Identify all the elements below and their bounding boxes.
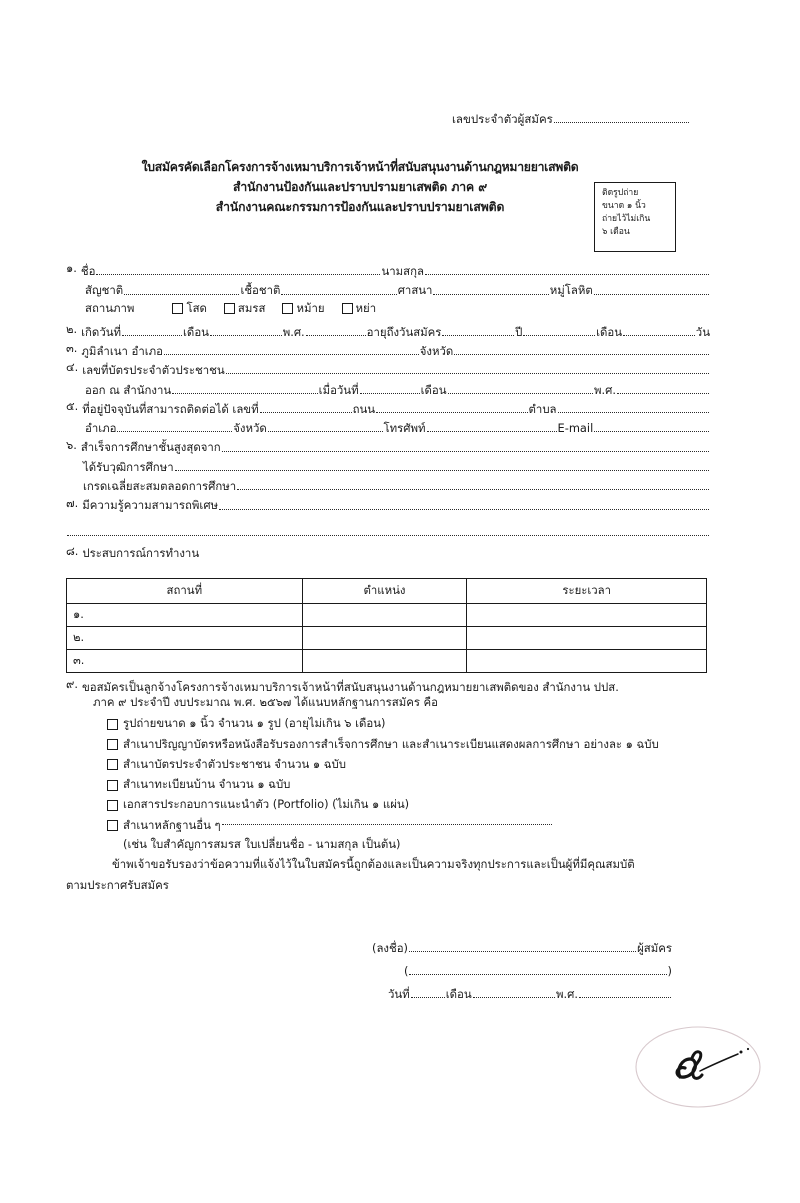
current-address-label: ที่อยู่ปัจจุบันที่สามารถติดต่อได้ เลขที่ bbox=[82, 401, 259, 416]
form-fields bbox=[66, 259, 710, 561]
highest-education-label: สำเร็จการศึกษาชั้นสูงสุดจาก bbox=[80, 440, 221, 455]
checkbox-icon[interactable] bbox=[107, 780, 118, 791]
marital-option-divorced-label: หย่า bbox=[355, 300, 377, 315]
house-number-input[interactable] bbox=[260, 412, 352, 413]
item-3-number: ๓. bbox=[66, 341, 78, 356]
marital-status-label: สถานภาพ bbox=[85, 300, 135, 315]
row-1-position[interactable] bbox=[302, 604, 467, 627]
photo-box-line-3: ถ่ายไว้ไม่เกิน bbox=[602, 214, 651, 225]
document-checklist-item-other[interactable] bbox=[66, 815, 716, 835]
nationality-label: สัญชาติ bbox=[85, 283, 124, 298]
age-years-input[interactable] bbox=[442, 335, 514, 336]
marital-option-single-label: โสด bbox=[186, 300, 207, 315]
checklist-label-id-card: สำเนาบัตรประจำตัวประชาชน จำนวน ๑ ฉบับ bbox=[123, 756, 346, 771]
field-row-name bbox=[66, 259, 710, 278]
row-3-place[interactable]: ๓. bbox=[67, 650, 303, 673]
ethnicity-input[interactable] bbox=[281, 294, 396, 295]
domicile-district-input[interactable] bbox=[164, 354, 419, 355]
special-skills-label: มีความรู้ความสามารถพิเศษ bbox=[82, 498, 219, 513]
item-4-number: ๔. bbox=[66, 360, 79, 375]
birthdate-day-input[interactable] bbox=[122, 335, 182, 336]
signature-row bbox=[372, 932, 672, 955]
sign-year-input[interactable] bbox=[579, 997, 671, 998]
checklist-label-portfolio: เอกสารประกอบการแนะนำตัว (Portfolio) (ไม่เกิน ๑ แผ่น) bbox=[123, 797, 410, 812]
field-row-special-skills bbox=[66, 493, 710, 512]
ethnicity-label: เชื้อชาติ bbox=[240, 283, 281, 298]
marital-option-divorced[interactable] bbox=[342, 300, 377, 318]
certification-line-1: ข้าพเจ้าขอรับรองว่าข้อความที่แจ้งไว้ในใบสมัครนี้ถูกต้องและเป็นความจริงทุกประการและเป็นผู้ที่มีคุณสมบัติ bbox=[112, 856, 635, 871]
gpa-input[interactable] bbox=[237, 489, 709, 490]
age-at-apply-label: อายุถึงวันสมัคร bbox=[366, 324, 442, 339]
photo-box-line-1: ติดรูปถ่าย bbox=[602, 188, 639, 198]
field-row-national-id bbox=[66, 358, 710, 377]
birth-month-label: เดือน bbox=[183, 324, 209, 339]
field-row-special-skills-cont bbox=[66, 513, 710, 539]
heading-line-2: สำนักงานป้องกันและปราบปรามยาเสพติด ภาค ๙ bbox=[232, 179, 488, 194]
phone-input[interactable] bbox=[427, 431, 557, 432]
field-row-id-issued bbox=[66, 377, 710, 396]
printed-name-input[interactable] bbox=[409, 974, 666, 975]
row-1-duration[interactable] bbox=[467, 604, 707, 627]
field-row-work-experience-heading bbox=[66, 539, 710, 561]
age-days-label: วัน bbox=[695, 324, 710, 339]
birthdate-label: เกิดวันที่ bbox=[81, 324, 122, 339]
row-3-duration[interactable] bbox=[467, 650, 707, 673]
id-issued-year-input[interactable] bbox=[617, 393, 709, 394]
item-7-number: ๗. bbox=[66, 495, 79, 510]
signature-input[interactable] bbox=[409, 951, 636, 952]
applicant-id-dots[interactable] bbox=[554, 122, 689, 123]
road-label: ถนน bbox=[352, 401, 376, 416]
national-id-label: เลขที่บัตรประจำตัวประชาชน bbox=[82, 363, 225, 378]
applicant-role-label: ผู้สมัคร bbox=[637, 940, 672, 955]
row-1-place[interactable]: ๑. bbox=[67, 604, 303, 627]
section-9-note: (เช่น ใบสำคัญการสมรส ใบเปลี่ยนชื่อ - นามสกุล เป็นต้น) bbox=[123, 836, 401, 851]
religion-label: ศาสนา bbox=[397, 283, 433, 298]
table-header-row bbox=[67, 579, 707, 604]
age-months-input[interactable] bbox=[523, 335, 595, 336]
certification-line-2: ตามประกาศรับสมัคร bbox=[66, 877, 169, 892]
id-issued-year-label: พ.ศ. bbox=[594, 382, 617, 397]
address-province-input[interactable] bbox=[268, 431, 383, 432]
sign-date-input[interactable] bbox=[411, 997, 445, 998]
heading-line-3: สำนักงานคณะกรรมการป้องกันและปราบปรามยาเสพติด bbox=[215, 199, 505, 214]
table-row bbox=[67, 604, 707, 627]
domicile-province-label: จังหวัด bbox=[419, 343, 454, 358]
subdistrict-label: ตำบล bbox=[528, 401, 557, 416]
heading-line-1: ใบสมัครคัดเลือกโครงการจ้างเหมาบริการเจ้าหน้าที่สนับสนุนงานด้านกฎหมายยาเสพติด bbox=[141, 160, 579, 174]
applicant-id-field[interactable] bbox=[452, 112, 690, 126]
field-row-nationality bbox=[66, 278, 710, 297]
field-row-address-contact bbox=[66, 416, 710, 435]
email-label: E-mail bbox=[557, 421, 594, 436]
section-9-line-1-row bbox=[66, 674, 716, 694]
applicant-id-label: เลขประจำตัวผู้สมัคร bbox=[452, 112, 553, 126]
checkbox-icon[interactable] bbox=[224, 303, 235, 314]
item-9-number: ๙. bbox=[66, 677, 78, 691]
checklist-label-diploma: สำเนาปริญญาบัตรหรือหนังสือรับรองการสำเร็จการศึกษา และสำเนาระเบียนแสดงผลการศึกษา อย่างละ ๑ ฉบับ bbox=[123, 736, 659, 751]
surname-input[interactable] bbox=[425, 274, 709, 275]
marital-option-married[interactable] bbox=[224, 300, 266, 318]
item-1-number: ๑. bbox=[66, 261, 77, 276]
document-checklist-item-house-registration[interactable] bbox=[66, 775, 716, 795]
id-issued-office-label: ออก ณ สำนักงาน bbox=[85, 382, 172, 397]
checkbox-icon[interactable] bbox=[107, 719, 118, 730]
section-9 bbox=[66, 674, 716, 898]
religion-input[interactable] bbox=[433, 294, 548, 295]
checklist-other-input[interactable] bbox=[222, 824, 552, 825]
name-label: ชื่อ bbox=[80, 264, 96, 279]
handwritten-signature bbox=[620, 1025, 770, 1135]
work-experience-label: ประสบการณ์การทำงาน bbox=[82, 546, 200, 561]
checkbox-icon[interactable] bbox=[342, 303, 353, 314]
age-days-input[interactable] bbox=[623, 335, 695, 336]
marital-option-married-label: สมรส bbox=[237, 300, 266, 315]
photo-box-line-2: ขนาด ๑ นิ้ว bbox=[602, 201, 646, 212]
printed-name-row bbox=[372, 955, 672, 978]
field-row-marital-status bbox=[66, 298, 710, 320]
item-5-number: ๕. bbox=[66, 399, 79, 414]
checkbox-icon[interactable] bbox=[172, 303, 183, 314]
checklist-label-house-registration: สำเนาทะเบียนบ้าน จำนวน ๑ ฉบับ bbox=[123, 777, 291, 792]
checklist-label-other: สำเนาหลักฐานอื่น ๆ bbox=[123, 817, 221, 832]
section-9-line-1: ขอสมัครเป็นลูกจ้างโครงการจ้างเหมาบริการเจ้าหน้าที่สนับสนุนงานด้านกฎหมายยาเสพติดของ สำนักงาน ปปส. bbox=[81, 679, 619, 694]
birth-year-label: พ.ศ. bbox=[282, 324, 305, 339]
row-2-position[interactable] bbox=[302, 627, 467, 650]
sign-month-label: เดือน bbox=[445, 986, 472, 1001]
table-row bbox=[67, 650, 707, 673]
table-header-duration: ระยะเวลา bbox=[467, 579, 707, 604]
item-6-number: ๖. bbox=[66, 437, 77, 452]
table-row bbox=[67, 627, 707, 650]
highest-education-input[interactable] bbox=[222, 451, 709, 452]
work-experience-table bbox=[66, 578, 707, 673]
row-3-position[interactable] bbox=[302, 650, 467, 673]
signed-label: (ลงชื่อ) bbox=[372, 940, 409, 955]
id-issued-office-input[interactable] bbox=[172, 393, 318, 394]
field-row-domicile bbox=[66, 339, 710, 358]
document-checklist-item-diploma[interactable] bbox=[66, 734, 716, 754]
address-district-input[interactable] bbox=[117, 431, 232, 432]
paren-close: ) bbox=[667, 963, 672, 978]
checkbox-icon[interactable] bbox=[107, 800, 118, 811]
field-row-current-address bbox=[66, 397, 710, 416]
field-row-gpa bbox=[66, 474, 710, 493]
domicile-district-label: ภูมิลำเนา อำเภอ bbox=[81, 343, 163, 358]
marital-option-single[interactable] bbox=[172, 300, 206, 318]
birth-year-input[interactable] bbox=[306, 335, 366, 336]
age-months-label: เดือน bbox=[596, 324, 623, 339]
checkbox-icon[interactable] bbox=[282, 303, 293, 314]
page-title bbox=[90, 158, 630, 217]
phone-label: โทรศัพท์ bbox=[383, 421, 426, 436]
checklist-label-photo: รูปถ่ายขนาด ๑ นิ้ว จำนวน ๑ รูป (อายุไม่เกิน ๖ เดือน) bbox=[123, 716, 386, 731]
id-issued-month-label: เดือน bbox=[420, 382, 447, 397]
photo-attach-box bbox=[594, 182, 676, 252]
road-input[interactable] bbox=[376, 412, 527, 413]
checkbox-icon[interactable] bbox=[107, 820, 118, 831]
document-checklist-item-portfolio[interactable] bbox=[66, 795, 716, 815]
degree-label: ได้รับวุฒิการศึกษา bbox=[83, 459, 174, 474]
signature-date-row bbox=[372, 978, 672, 1001]
checkbox-icon[interactable] bbox=[107, 739, 118, 750]
document-checklist-item-id-card[interactable] bbox=[66, 755, 716, 775]
item-2-number: ๒. bbox=[66, 321, 78, 336]
sign-year-label: พ.ศ. bbox=[556, 986, 578, 1001]
bloodtype-label: หมู่โลหิต bbox=[549, 283, 593, 298]
field-row-degree bbox=[66, 455, 710, 474]
special-skills-input-line2[interactable] bbox=[67, 535, 709, 536]
id-issued-month-input[interactable] bbox=[448, 393, 594, 394]
address-district-label: อำเภอ bbox=[85, 421, 117, 436]
field-row-education-institution bbox=[66, 435, 710, 454]
photo-box-line-4: ๖ เดือน bbox=[602, 227, 630, 238]
name-input[interactable] bbox=[96, 274, 380, 275]
item-8-number: ๘. bbox=[66, 543, 79, 558]
age-years-label: ปี bbox=[515, 324, 523, 339]
checkbox-icon[interactable] bbox=[107, 759, 118, 770]
id-issued-date-label: เมื่อวันที่ bbox=[318, 382, 359, 397]
email-input[interactable] bbox=[594, 431, 709, 432]
marital-option-widowed-label: หม้าย bbox=[296, 300, 325, 315]
id-issued-date-input[interactable] bbox=[360, 393, 420, 394]
address-province-label: จังหวัด bbox=[233, 421, 267, 436]
sign-date-label: วันที่ bbox=[388, 986, 410, 1001]
row-2-duration[interactable] bbox=[467, 627, 707, 650]
degree-input[interactable] bbox=[175, 470, 709, 471]
section-9-line-2: ภาค ๙ ประจำปี งบประมาณ พ.ศ. ๒๕๖๗ ได้แนบหลักฐานการสมัคร คือ bbox=[93, 695, 439, 709]
national-id-input[interactable] bbox=[226, 373, 709, 374]
row-2-place[interactable]: ๒. bbox=[67, 627, 303, 650]
table-header-place: สถานที่ bbox=[67, 579, 303, 604]
subdistrict-input[interactable] bbox=[558, 412, 709, 413]
surname-label: นามสกุล bbox=[381, 264, 424, 279]
bloodtype-input[interactable] bbox=[594, 294, 709, 295]
marital-option-widowed[interactable] bbox=[282, 300, 324, 318]
birth-month-input[interactable] bbox=[210, 335, 282, 336]
field-row-birthdate bbox=[66, 320, 710, 339]
special-skills-input[interactable] bbox=[219, 509, 709, 510]
domicile-province-input[interactable] bbox=[454, 354, 709, 355]
document-checklist-item-photo[interactable] bbox=[66, 714, 716, 734]
nationality-input[interactable] bbox=[124, 294, 239, 295]
paren-open: ( bbox=[404, 963, 409, 978]
signature-block bbox=[372, 932, 672, 1001]
gpa-label: เกรดเฉลี่ยสะสมตลอดการศึกษา bbox=[83, 479, 237, 494]
sign-month-input[interactable] bbox=[473, 997, 555, 998]
table-header-position: ตำแหน่ง bbox=[302, 579, 467, 604]
